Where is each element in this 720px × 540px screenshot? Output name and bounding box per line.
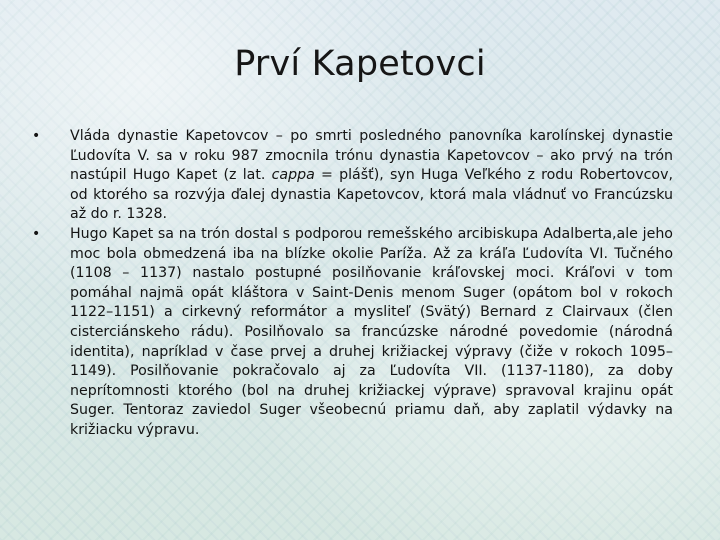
bullet-text-part: = plášť), syn Huga Veľkého z rodu Robertovcov, od ktorého sa rozvýja ďalej dynastia Kapetovcov, ktorá mala vládnuť vo Francúzsku až do r. 1328.: [70, 167, 673, 223]
slide-title: Prví Kapetovci: [234, 44, 486, 84]
latin-term: cappa: [271, 167, 315, 184]
bullet-list: [32, 127, 673, 441]
bullet-marker: •: [32, 128, 41, 144]
bullet-item-dynasty: [32, 127, 673, 225]
bullet-item-hugo-kapet: [32, 225, 673, 441]
bullet-text: Hugo Kapet sa na trón dostal s podporou remešského arcibiskupa Adalberta,ale jeho moc bola obmedzená iba na blízke okolie Paríža. Až za kráľa Ľudovíta VI. Tučného (1108 – 1137) nastalo postupné posilňovanie kráľovskej moci. Kráľovi v tom pomáhal najmä opát kláštora v Saint-Denis menom Suger (opátom bol v rokoch 1122–1151) a cirkevný reformátor a mysliteľ (Svätý) Bernard z Clairvaux (člen cisterciánskeho rádu). Posilňovalo sa francúzske národné povedomie (národná identita), napríklad v čase prvej a druhej križiackej výpravy (čiže v rokoch 1095–1149). Posilňovanie pokračovalo aj za Ľudovíta VII. (1137-1180), za doby neprítomnosti ktorého (bol na druhej križiackej výprave) spravoval krajinu opát Suger. Tentoraz zaviedol Suger všeobecnú priamu daň, aby zaplatil výdavky na križiacku výpravu.: [70, 225, 673, 438]
bullet-text-part: Vláda dynastie Kapetovcov – po smrti posledného panovníka karolínskej dynastie Ľudovíta V. sa v roku 987 zmocnila trónu dynastia Kapetovcov – ako prvý na trón nastúpil Hugo Kapet (z lat.: [70, 128, 673, 184]
bullet-marker: •: [32, 225, 41, 242]
